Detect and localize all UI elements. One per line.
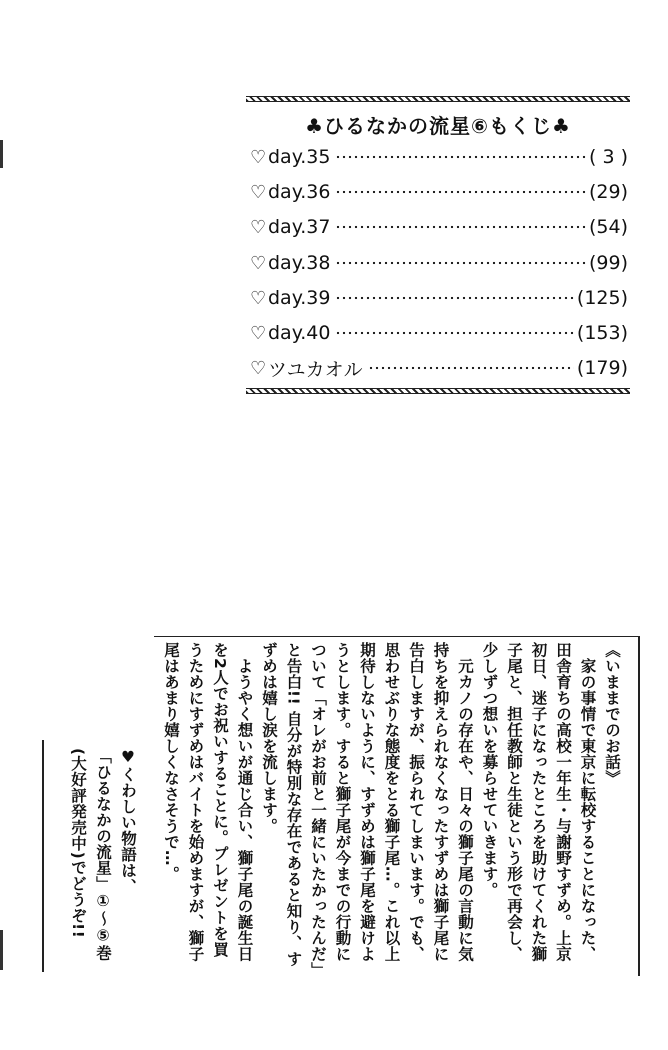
heart-icon: ♡ (250, 322, 267, 344)
page-edge-mark (0, 140, 3, 168)
toc-entry (250, 250, 628, 276)
toc-entry-page: (54) (588, 216, 628, 238)
toc-entry (250, 355, 628, 381)
volume-note (54, 748, 140, 974)
toc-entry-label: ツユカオル (268, 358, 363, 381)
story-summary (156, 642, 624, 972)
toc-entry-page: ( 3 ) (589, 146, 628, 168)
heart-icon: ♡ (250, 181, 267, 203)
note-divider (42, 740, 44, 972)
leader-dots (335, 323, 573, 343)
toc-entry (250, 320, 628, 346)
toc-entry-label: day.36 (268, 181, 331, 203)
toc-entry (250, 214, 628, 240)
toc-entry-page: (153) (576, 322, 628, 344)
story-paragraph: 元カノの存在や、日々の獅子尾の言動に気持ちを抑えられなくなったすずめは獅子尾に告白しますが、振られてしまいます。でも、思わせぶりな態度をとる獅子尾…。これ以上期待しないように、すずめは獅子尾を避けようとします。すると獅子尾が今までの行動について「オレがお前と一緒にいたかったんだ」と告白!! 自分が特別な存在であると知り、すずめは嬉し涙を流します。 (260, 642, 474, 971)
toc-entry-label: day.35 (268, 146, 331, 168)
toc-bottom-border (246, 388, 630, 394)
note-line: 「ひるなかの流星」①〜⑤巻 (94, 748, 112, 961)
toc-entry (250, 285, 628, 311)
page-edge-mark (0, 930, 3, 970)
heart-icon: ♡ (250, 287, 267, 309)
heart-icon: ♡ (250, 216, 267, 238)
toc-entry (250, 144, 628, 170)
toc-entry-label: day.39 (268, 287, 331, 309)
toc-entry-page: (99) (588, 252, 628, 274)
toc-entry-page: (125) (576, 287, 628, 309)
toc-entry-label: day.40 (268, 322, 331, 344)
toc-entry-page: (179) (576, 357, 628, 379)
toc-entry-label: day.37 (268, 216, 331, 238)
story-paragraph: ようやく想いが通じ合い、獅子尾の誕生日を2人でお祝いすることに。プレゼントを買うためにすずめはバイトを始めますが、獅子尾はあまり嬉しくなさそうで…。 (162, 642, 254, 962)
toc-entry-label: day.38 (268, 252, 331, 274)
toc-entry-page: (29) (588, 181, 628, 203)
leader-dots (335, 253, 586, 273)
leader-dots (335, 182, 586, 202)
heart-icon: ♡ (250, 357, 267, 379)
note-line: (大好評発売中)でどうぞ!! (69, 748, 87, 939)
heart-icon: ♡ (250, 146, 267, 168)
leader-dots (335, 147, 586, 167)
leader-dots (335, 217, 586, 237)
note-line: ♥くわしい物語は、 (119, 748, 137, 895)
toc-entry (250, 179, 628, 205)
heart-icon: ♡ (250, 252, 267, 274)
toc-top-border (246, 96, 630, 102)
story-heading: 《いままでのお話》 (603, 642, 621, 786)
toc-title: ♣ひるなかの流星⑥もくじ♣ (305, 114, 571, 138)
leader-dots (335, 288, 573, 308)
leader-dots (368, 358, 574, 378)
story-paragraph: 家の事情で東京に転校することになった、田舎育ちの高校一年生・与謝野すずめ。上京初日、迷子になったところを助けてくれた獅子尾と、担任教師と生徒という形で再会し、少しずつ想いを募らせていきます。 (480, 642, 597, 962)
